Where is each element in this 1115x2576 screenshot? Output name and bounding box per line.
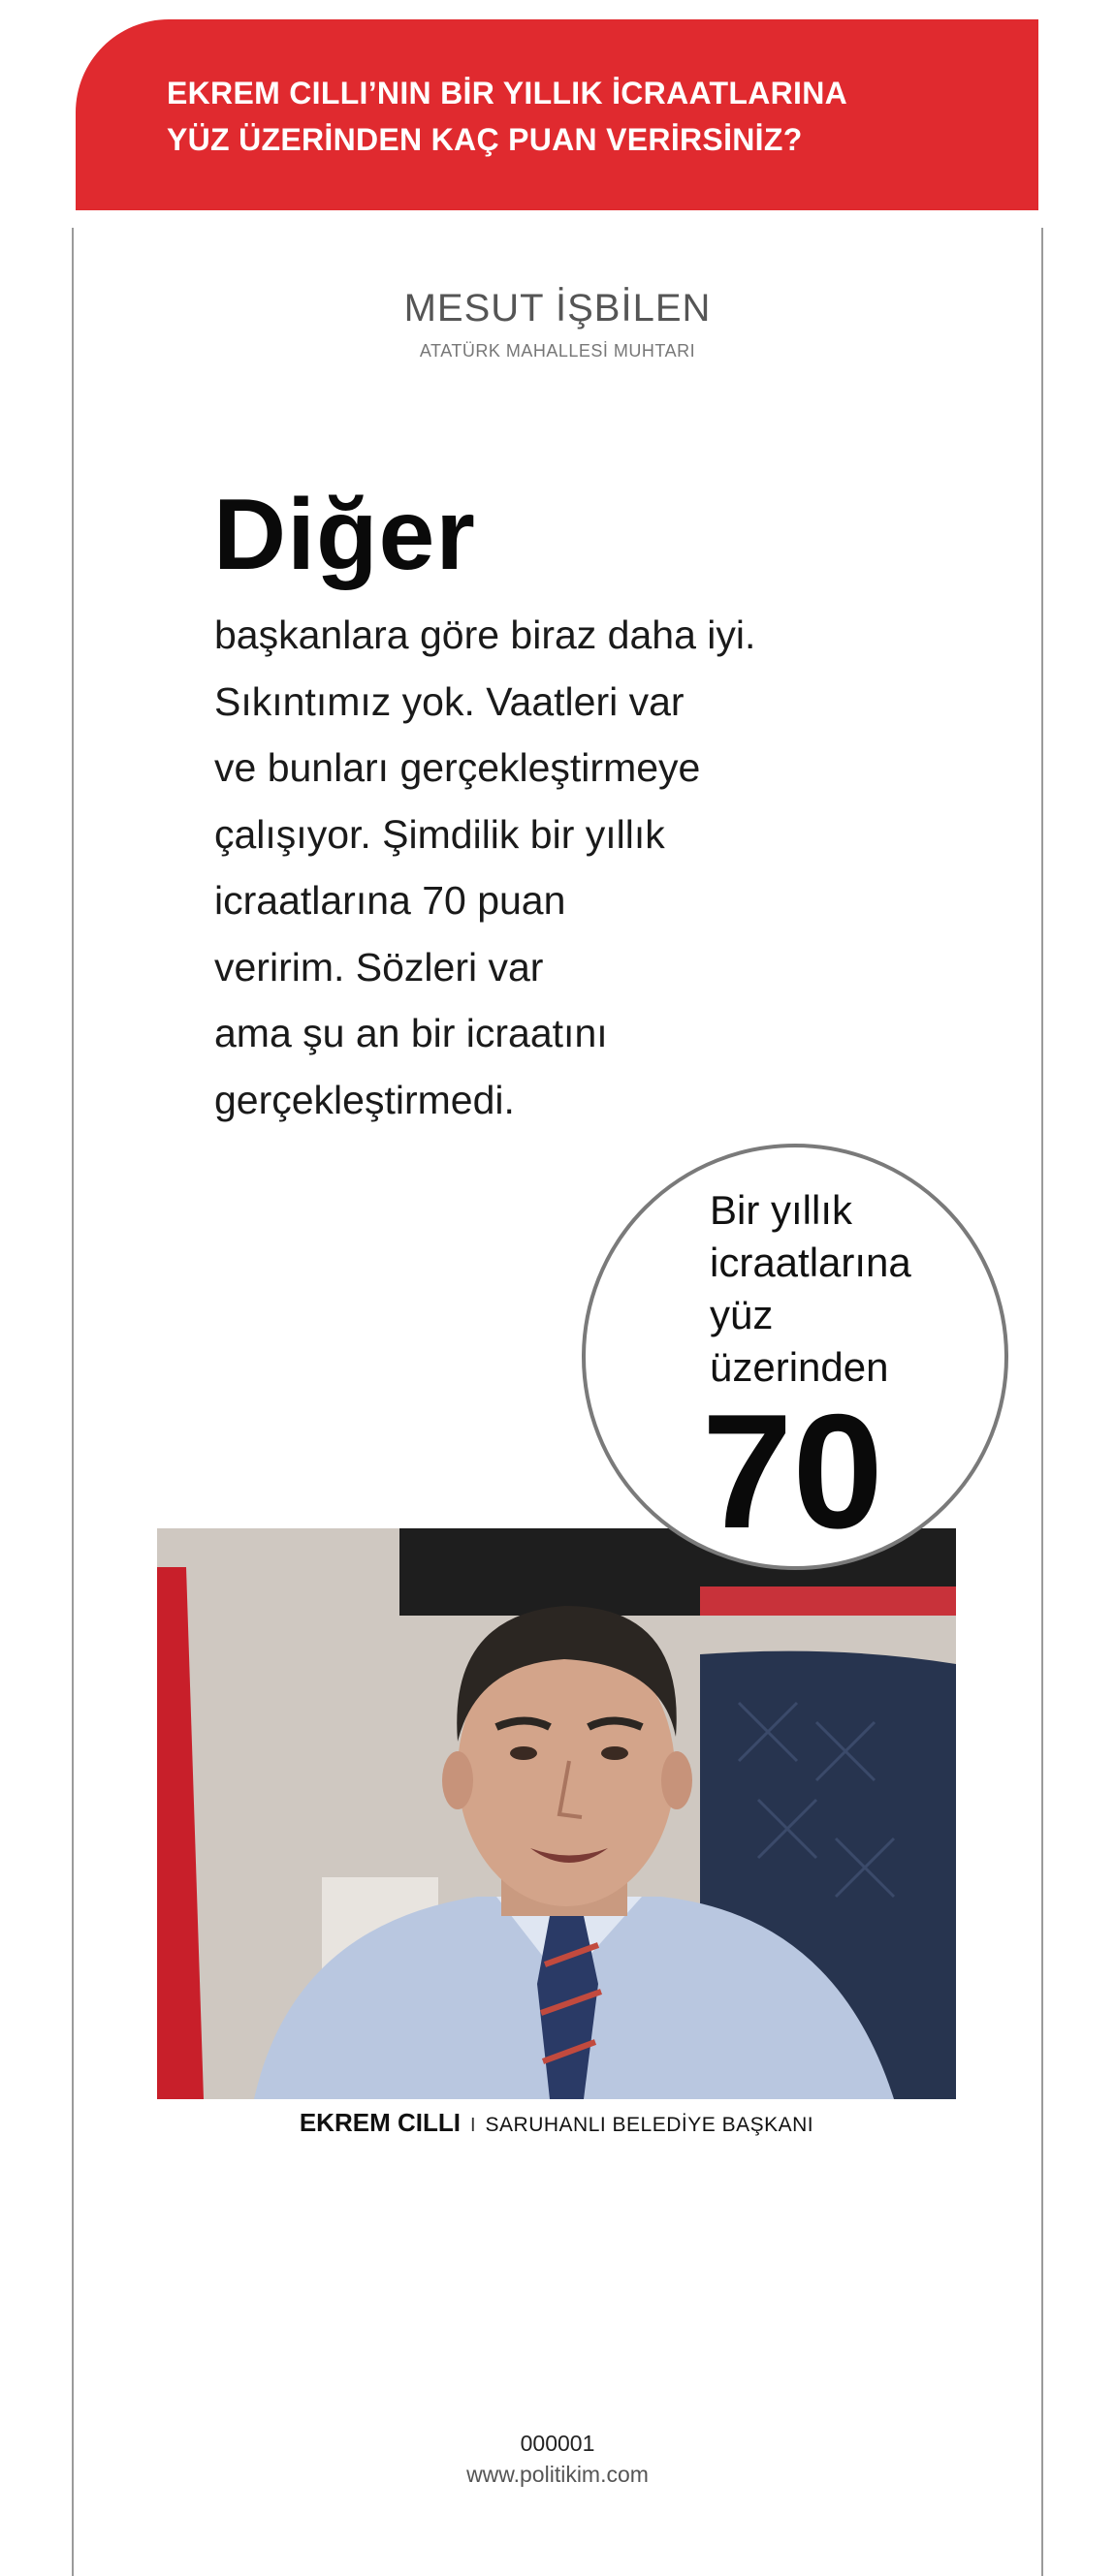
caption-separator: I — [469, 2115, 476, 2136]
score-badge-line: üzerinden — [710, 1344, 889, 1390]
answer-body — [214, 602, 757, 1133]
score-badge — [582, 1144, 1008, 1570]
answer-line: ama şu an bir icraatını — [214, 1011, 608, 1055]
answer-line: başkanlara göre biraz daha iyi. — [214, 613, 756, 657]
mayor-portrait-illustration — [157, 1528, 956, 2099]
answer-line: gerçekleştirmedi. — [214, 1077, 515, 1122]
footer-url[interactable]: www.politikim.com — [466, 2462, 649, 2487]
answer-lead-word: Diğer — [213, 479, 476, 591]
frame-left-border — [72, 228, 74, 2576]
score-badge-line: Bir yıllık — [710, 1187, 852, 1233]
frame-right-border — [1041, 228, 1043, 2576]
question-banner — [76, 19, 1038, 210]
score-badge-text — [710, 1184, 962, 1394]
score-badge-line: icraatlarına — [710, 1240, 911, 1285]
question-line-2: YÜZ ÜZERİNDEN KAÇ PUAN VERİRSİNİZ? — [167, 122, 803, 157]
respondent-title: ATATÜRK MAHALLESİ MUHTARI — [419, 341, 696, 361]
photo-caption — [157, 2108, 956, 2138]
caption-name: EKREM CILLI — [299, 2108, 461, 2137]
question-line-1: EKREM CILLI’NIN BİR YILLIK İCRAATLARINA — [167, 76, 848, 110]
score-value: 70 — [702, 1380, 883, 1562]
answer-line: icraatlarına 70 puan — [214, 878, 566, 923]
answer-line: çalışıyor. Şimdilik bir yıllık — [214, 811, 665, 857]
mayor-photo — [157, 1528, 956, 2099]
caption-role: SARUHANLI BELEDİYE BAŞKANI — [485, 2114, 814, 2136]
answer-line: Sıkıntımız yok. Vaatleri var — [214, 678, 685, 724]
answer-line: veririm. Sözleri var — [214, 944, 544, 990]
respondent-name: MESUT İŞBİLEN — [403, 287, 712, 330]
score-badge-line: yüz — [710, 1292, 774, 1337]
footer-code: 000001 — [520, 2431, 595, 2456]
answer-line: ve bunları gerçekleştirmeye — [214, 745, 701, 790]
